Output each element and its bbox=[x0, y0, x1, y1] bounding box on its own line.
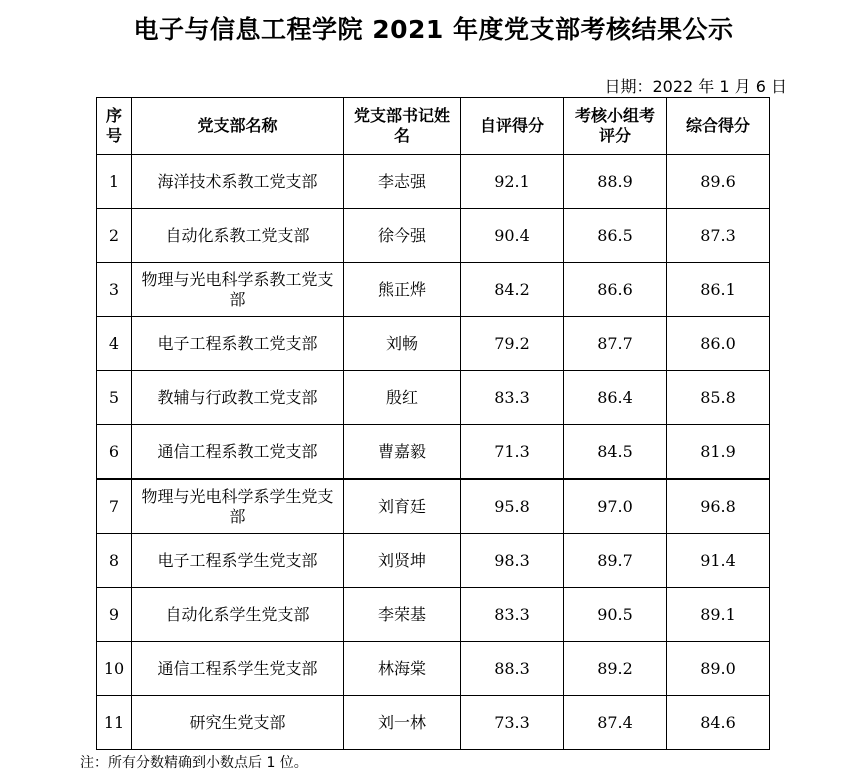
cell-total-score: 96.8 bbox=[667, 479, 770, 534]
cell-total-score: 85.8 bbox=[667, 371, 770, 425]
table-row bbox=[97, 534, 770, 588]
cell-secretary-name: 李志强 bbox=[344, 155, 461, 209]
cell-self-score: 95.8 bbox=[461, 479, 564, 534]
table-body bbox=[97, 155, 770, 750]
cell-total-score: 89.1 bbox=[667, 588, 770, 642]
cell-secretary-name: 徐今强 bbox=[344, 209, 461, 263]
cell-branch-name: 物理与光电科学系教工党支部 bbox=[132, 263, 344, 317]
cell-group-score: 90.5 bbox=[564, 588, 667, 642]
cell-seq: 1 bbox=[97, 155, 132, 209]
cell-branch-name: 研究生党支部 bbox=[132, 696, 344, 750]
header-seq: 序号 bbox=[97, 98, 132, 155]
cell-group-score: 88.9 bbox=[564, 155, 667, 209]
cell-secretary-name: 刘畅 bbox=[344, 317, 461, 371]
page-title: 电子与信息工程学院 2021 年度党支部考核结果公示 bbox=[133, 15, 734, 44]
cell-group-score: 86.5 bbox=[564, 209, 667, 263]
cell-total-score: 91.4 bbox=[667, 534, 770, 588]
cell-self-score: 84.2 bbox=[461, 263, 564, 317]
cell-self-score: 98.3 bbox=[461, 534, 564, 588]
table-row bbox=[97, 371, 770, 425]
cell-seq: 2 bbox=[97, 209, 132, 263]
header-group-score: 考核小组考评分 bbox=[564, 98, 667, 155]
cell-seq: 5 bbox=[97, 371, 132, 425]
cell-secretary-name: 林海棠 bbox=[344, 642, 461, 696]
cell-self-score: 90.4 bbox=[461, 209, 564, 263]
cell-total-score: 89.6 bbox=[667, 155, 770, 209]
cell-secretary-name: 李荣基 bbox=[344, 588, 461, 642]
cell-self-score: 83.3 bbox=[461, 371, 564, 425]
cell-group-score: 86.6 bbox=[564, 263, 667, 317]
cell-branch-name: 教辅与行政教工党支部 bbox=[132, 371, 344, 425]
cell-secretary-name: 曹嘉毅 bbox=[344, 425, 461, 480]
table-row bbox=[97, 209, 770, 263]
cell-total-score: 81.9 bbox=[667, 425, 770, 480]
cell-branch-name: 通信工程系学生党支部 bbox=[132, 642, 344, 696]
cell-self-score: 73.3 bbox=[461, 696, 564, 750]
cell-group-score: 89.2 bbox=[564, 642, 667, 696]
table-row bbox=[97, 317, 770, 371]
header-self-score: 自评得分 bbox=[461, 98, 564, 155]
header-total-score: 综合得分 bbox=[667, 98, 770, 155]
cell-branch-name: 通信工程系教工党支部 bbox=[132, 425, 344, 480]
table-row bbox=[97, 479, 770, 534]
cell-secretary-name: 刘一林 bbox=[344, 696, 461, 750]
table-row bbox=[97, 696, 770, 750]
cell-secretary-name: 刘育廷 bbox=[344, 479, 461, 534]
cell-seq: 11 bbox=[97, 696, 132, 750]
cell-group-score: 97.0 bbox=[564, 479, 667, 534]
table-row bbox=[97, 642, 770, 696]
header-secretary-name: 党支部书记姓名 bbox=[344, 98, 461, 155]
cell-branch-name: 自动化系学生党支部 bbox=[132, 588, 344, 642]
publish-date: 日期：2022 年 1 月 6 日 bbox=[604, 77, 787, 96]
cell-total-score: 84.6 bbox=[667, 696, 770, 750]
cell-total-score: 86.1 bbox=[667, 263, 770, 317]
cell-self-score: 83.3 bbox=[461, 588, 564, 642]
footnote: 注：所有分数精确到小数点后 1 位。 bbox=[80, 755, 308, 771]
cell-total-score: 86.0 bbox=[667, 317, 770, 371]
results-table bbox=[96, 97, 770, 750]
cell-secretary-name: 刘贤坤 bbox=[344, 534, 461, 588]
header-branch-name: 党支部名称 bbox=[132, 98, 344, 155]
cell-group-score: 89.7 bbox=[564, 534, 667, 588]
cell-self-score: 71.3 bbox=[461, 425, 564, 480]
cell-group-score: 87.7 bbox=[564, 317, 667, 371]
cell-branch-name: 物理与光电科学系学生党支部 bbox=[132, 479, 344, 534]
cell-seq: 9 bbox=[97, 588, 132, 642]
table-header-row bbox=[97, 98, 770, 155]
cell-seq: 8 bbox=[97, 534, 132, 588]
cell-seq: 6 bbox=[97, 425, 132, 480]
table-row bbox=[97, 155, 770, 209]
cell-branch-name: 电子工程系教工党支部 bbox=[132, 317, 344, 371]
cell-group-score: 87.4 bbox=[564, 696, 667, 750]
cell-group-score: 86.4 bbox=[564, 371, 667, 425]
cell-branch-name: 自动化系教工党支部 bbox=[132, 209, 344, 263]
cell-group-score: 84.5 bbox=[564, 425, 667, 480]
cell-secretary-name: 殷红 bbox=[344, 371, 461, 425]
cell-branch-name: 海洋技术系教工党支部 bbox=[132, 155, 344, 209]
table-row bbox=[97, 588, 770, 642]
cell-total-score: 89.0 bbox=[667, 642, 770, 696]
cell-self-score: 88.3 bbox=[461, 642, 564, 696]
cell-secretary-name: 熊正烨 bbox=[344, 263, 461, 317]
cell-seq: 7 bbox=[97, 479, 132, 534]
cell-total-score: 87.3 bbox=[667, 209, 770, 263]
cell-seq: 3 bbox=[97, 263, 132, 317]
table-row bbox=[97, 425, 770, 480]
cell-self-score: 79.2 bbox=[461, 317, 564, 371]
cell-seq: 4 bbox=[97, 317, 132, 371]
table-row bbox=[97, 263, 770, 317]
cell-branch-name: 电子工程系学生党支部 bbox=[132, 534, 344, 588]
cell-seq: 10 bbox=[97, 642, 132, 696]
cell-self-score: 92.1 bbox=[461, 155, 564, 209]
